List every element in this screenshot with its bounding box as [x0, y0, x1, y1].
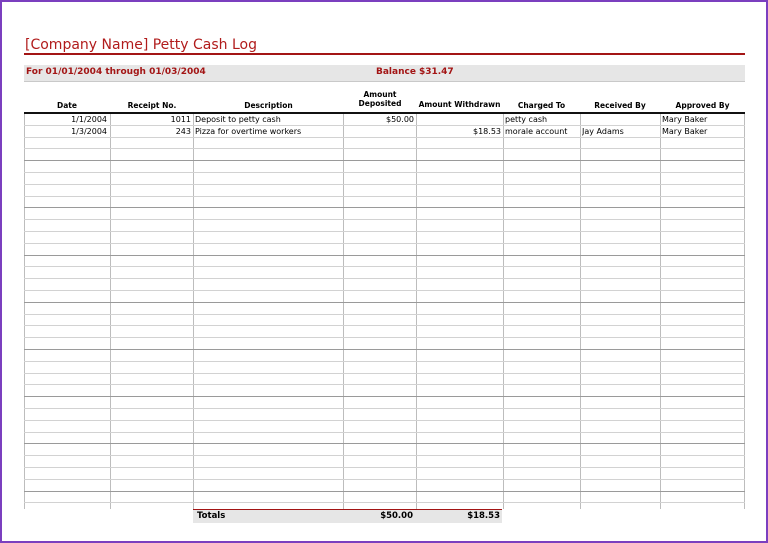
- empty-row[interactable]: [24, 350, 745, 362]
- totals-deposited: $50.00: [380, 511, 413, 521]
- cell-received-by[interactable]: [582, 114, 659, 125]
- balance: [376, 67, 454, 77]
- totals-row: [193, 510, 502, 523]
- totals-label: Totals: [197, 511, 226, 521]
- col-header-charged-to: Charged To: [517, 101, 566, 110]
- empty-row[interactable]: [24, 338, 745, 350]
- totals-withdrawn: $18.53: [467, 511, 500, 521]
- empty-row[interactable]: [24, 397, 745, 409]
- period-bar: [24, 65, 745, 82]
- page-title: [Company Name] Petty Cash Log: [25, 37, 257, 53]
- col-header-date: Date: [57, 101, 77, 110]
- empty-row[interactable]: [24, 492, 745, 504]
- col-header-deposited: Amount Deposited: [358, 90, 402, 108]
- balance-value: $31.47: [418, 67, 454, 77]
- cell-deposited[interactable]: $50.00: [386, 115, 414, 124]
- cell-date[interactable]: 1/3/2004: [71, 126, 107, 136]
- cell-received-by[interactable]: Jay Adams: [582, 126, 624, 136]
- empty-row[interactable]: [24, 267, 745, 279]
- title-divider: [24, 53, 745, 55]
- log-table: [24, 114, 745, 503]
- table-row[interactable]: [24, 126, 745, 138]
- col-header-description: Description: [244, 101, 293, 110]
- col-header-received-by: Received By: [594, 101, 646, 110]
- table-row[interactable]: [24, 114, 745, 126]
- empty-row[interactable]: [24, 315, 745, 327]
- cell-description[interactable]: Deposit to petty cash: [195, 115, 281, 124]
- empty-row[interactable]: [24, 244, 745, 256]
- cell-charged-to[interactable]: morale account: [505, 126, 568, 136]
- col-header-withdrawn: Amount Withdrawn: [418, 100, 501, 109]
- col-header-receipt: Receipt No.: [127, 101, 177, 110]
- empty-row[interactable]: [24, 362, 745, 374]
- empty-row[interactable]: [24, 185, 745, 197]
- empty-row[interactable]: [24, 279, 745, 291]
- empty-row[interactable]: [24, 456, 745, 468]
- empty-row[interactable]: [24, 303, 745, 315]
- empty-row[interactable]: [24, 326, 745, 338]
- cell-approved-by[interactable]: Mary Baker: [662, 115, 708, 124]
- empty-row[interactable]: [24, 138, 745, 150]
- empty-row[interactable]: [24, 161, 745, 173]
- empty-row[interactable]: [24, 256, 745, 268]
- balance-label: Balance: [376, 67, 416, 77]
- cell-receipt[interactable]: 1011: [170, 115, 191, 124]
- empty-row[interactable]: [24, 291, 745, 303]
- cell-approved-by[interactable]: Mary Baker: [662, 126, 708, 136]
- empty-row[interactable]: [24, 208, 745, 220]
- empty-row[interactable]: [24, 433, 745, 445]
- cell-date[interactable]: 1/1/2004: [71, 115, 107, 124]
- col-header-approved-by: Approved By: [675, 101, 730, 110]
- empty-row[interactable]: [24, 374, 745, 386]
- cell-withdrawn[interactable]: $18.53: [473, 126, 501, 136]
- empty-row[interactable]: [24, 385, 745, 397]
- cell-deposited[interactable]: [344, 126, 414, 137]
- cell-receipt[interactable]: 243: [175, 126, 191, 136]
- empty-row[interactable]: [24, 173, 745, 185]
- empty-row[interactable]: [24, 444, 745, 456]
- cell-withdrawn[interactable]: [417, 114, 501, 125]
- empty-row[interactable]: [24, 468, 745, 480]
- empty-row[interactable]: [24, 220, 745, 232]
- empty-row[interactable]: [24, 197, 745, 209]
- period-range: For 01/01/2004 through 01/03/2004: [26, 67, 206, 77]
- cell-description[interactable]: Pizza for overtime workers: [195, 126, 302, 136]
- empty-row[interactable]: [24, 232, 745, 244]
- empty-row[interactable]: [24, 409, 745, 421]
- empty-row[interactable]: [24, 421, 745, 433]
- empty-row[interactable]: [24, 149, 745, 161]
- cell-charged-to[interactable]: petty cash: [505, 115, 548, 124]
- empty-row[interactable]: [24, 480, 745, 492]
